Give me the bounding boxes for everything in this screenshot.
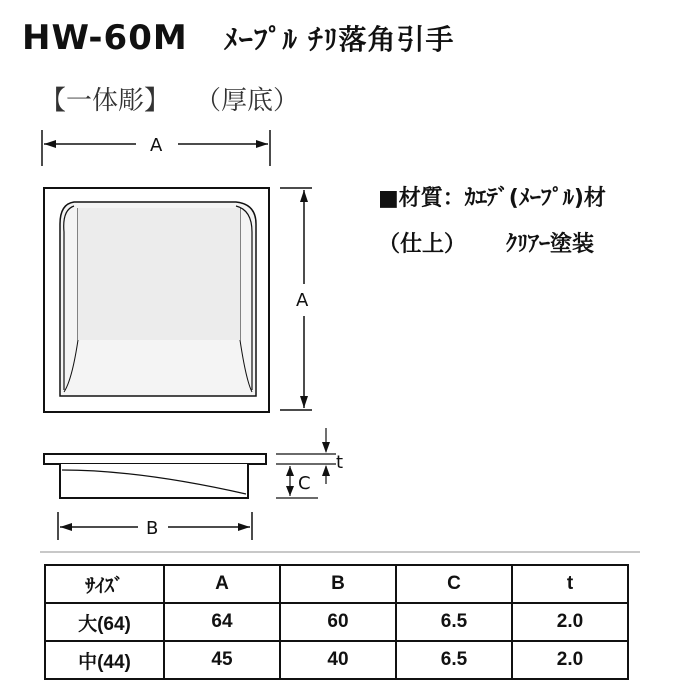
model-code: HW-60M (22, 18, 188, 58)
label-c: C (298, 473, 311, 494)
arrow-right (256, 140, 268, 148)
col-header-a: A (164, 565, 280, 603)
label-b: B (146, 518, 159, 539)
arrow-t-up (322, 465, 330, 476)
material-label: ■材質： (378, 186, 465, 211)
cell-c: 6.5 (396, 603, 512, 641)
finish-line (378, 222, 606, 268)
cell-size: 大(64) (45, 603, 164, 641)
finish-label: （仕上） (378, 232, 467, 257)
col-header-c: C (396, 565, 512, 603)
cell-size: 中(44) (45, 641, 164, 679)
pocket-floor (78, 208, 240, 340)
label-a-top: A (150, 135, 163, 156)
divider (40, 551, 640, 553)
table-row (45, 641, 628, 679)
arrow-b-left (60, 523, 72, 531)
cell-a: 45 (164, 641, 280, 679)
cell-t: 2.0 (512, 603, 628, 641)
arrow-left (44, 140, 56, 148)
arrow-b-right (238, 523, 250, 531)
section-body (60, 464, 248, 498)
cell-c: 6.5 (396, 641, 512, 679)
arrow-up (300, 190, 308, 202)
col-header-b: B (280, 565, 396, 603)
cell-b: 60 (280, 603, 396, 641)
label-t: t (336, 452, 344, 473)
col-header-size: ｻｲｽﾞ (45, 565, 164, 603)
material-line (378, 176, 606, 222)
label-a-side: A (296, 290, 309, 311)
section-flange (44, 454, 266, 464)
spec-block (378, 176, 606, 268)
product-name: ﾒｰﾌﾟﾙ ﾁﾘ落角引手 (223, 23, 455, 56)
arrow-c-up (286, 466, 294, 476)
cell-t: 2.0 (512, 641, 628, 679)
arrow-t-down (322, 442, 330, 453)
arrow-c-down (286, 486, 294, 496)
cell-b: 40 (280, 641, 396, 679)
arrow-down (300, 396, 308, 408)
material-value: ｶｴﾃﾞ(ﾒｰﾌﾟﾙ)材 (464, 186, 606, 211)
size-table (44, 564, 629, 680)
bottom-note: （厚底） (208, 86, 300, 116)
cell-a: 64 (164, 603, 280, 641)
construction-type: 【一体彫】 (40, 86, 171, 116)
table-header-row (45, 565, 628, 603)
finish-value: ｸﾘｱｰ塗装 (506, 232, 595, 257)
col-header-t: t (512, 565, 628, 603)
table-row (45, 603, 628, 641)
